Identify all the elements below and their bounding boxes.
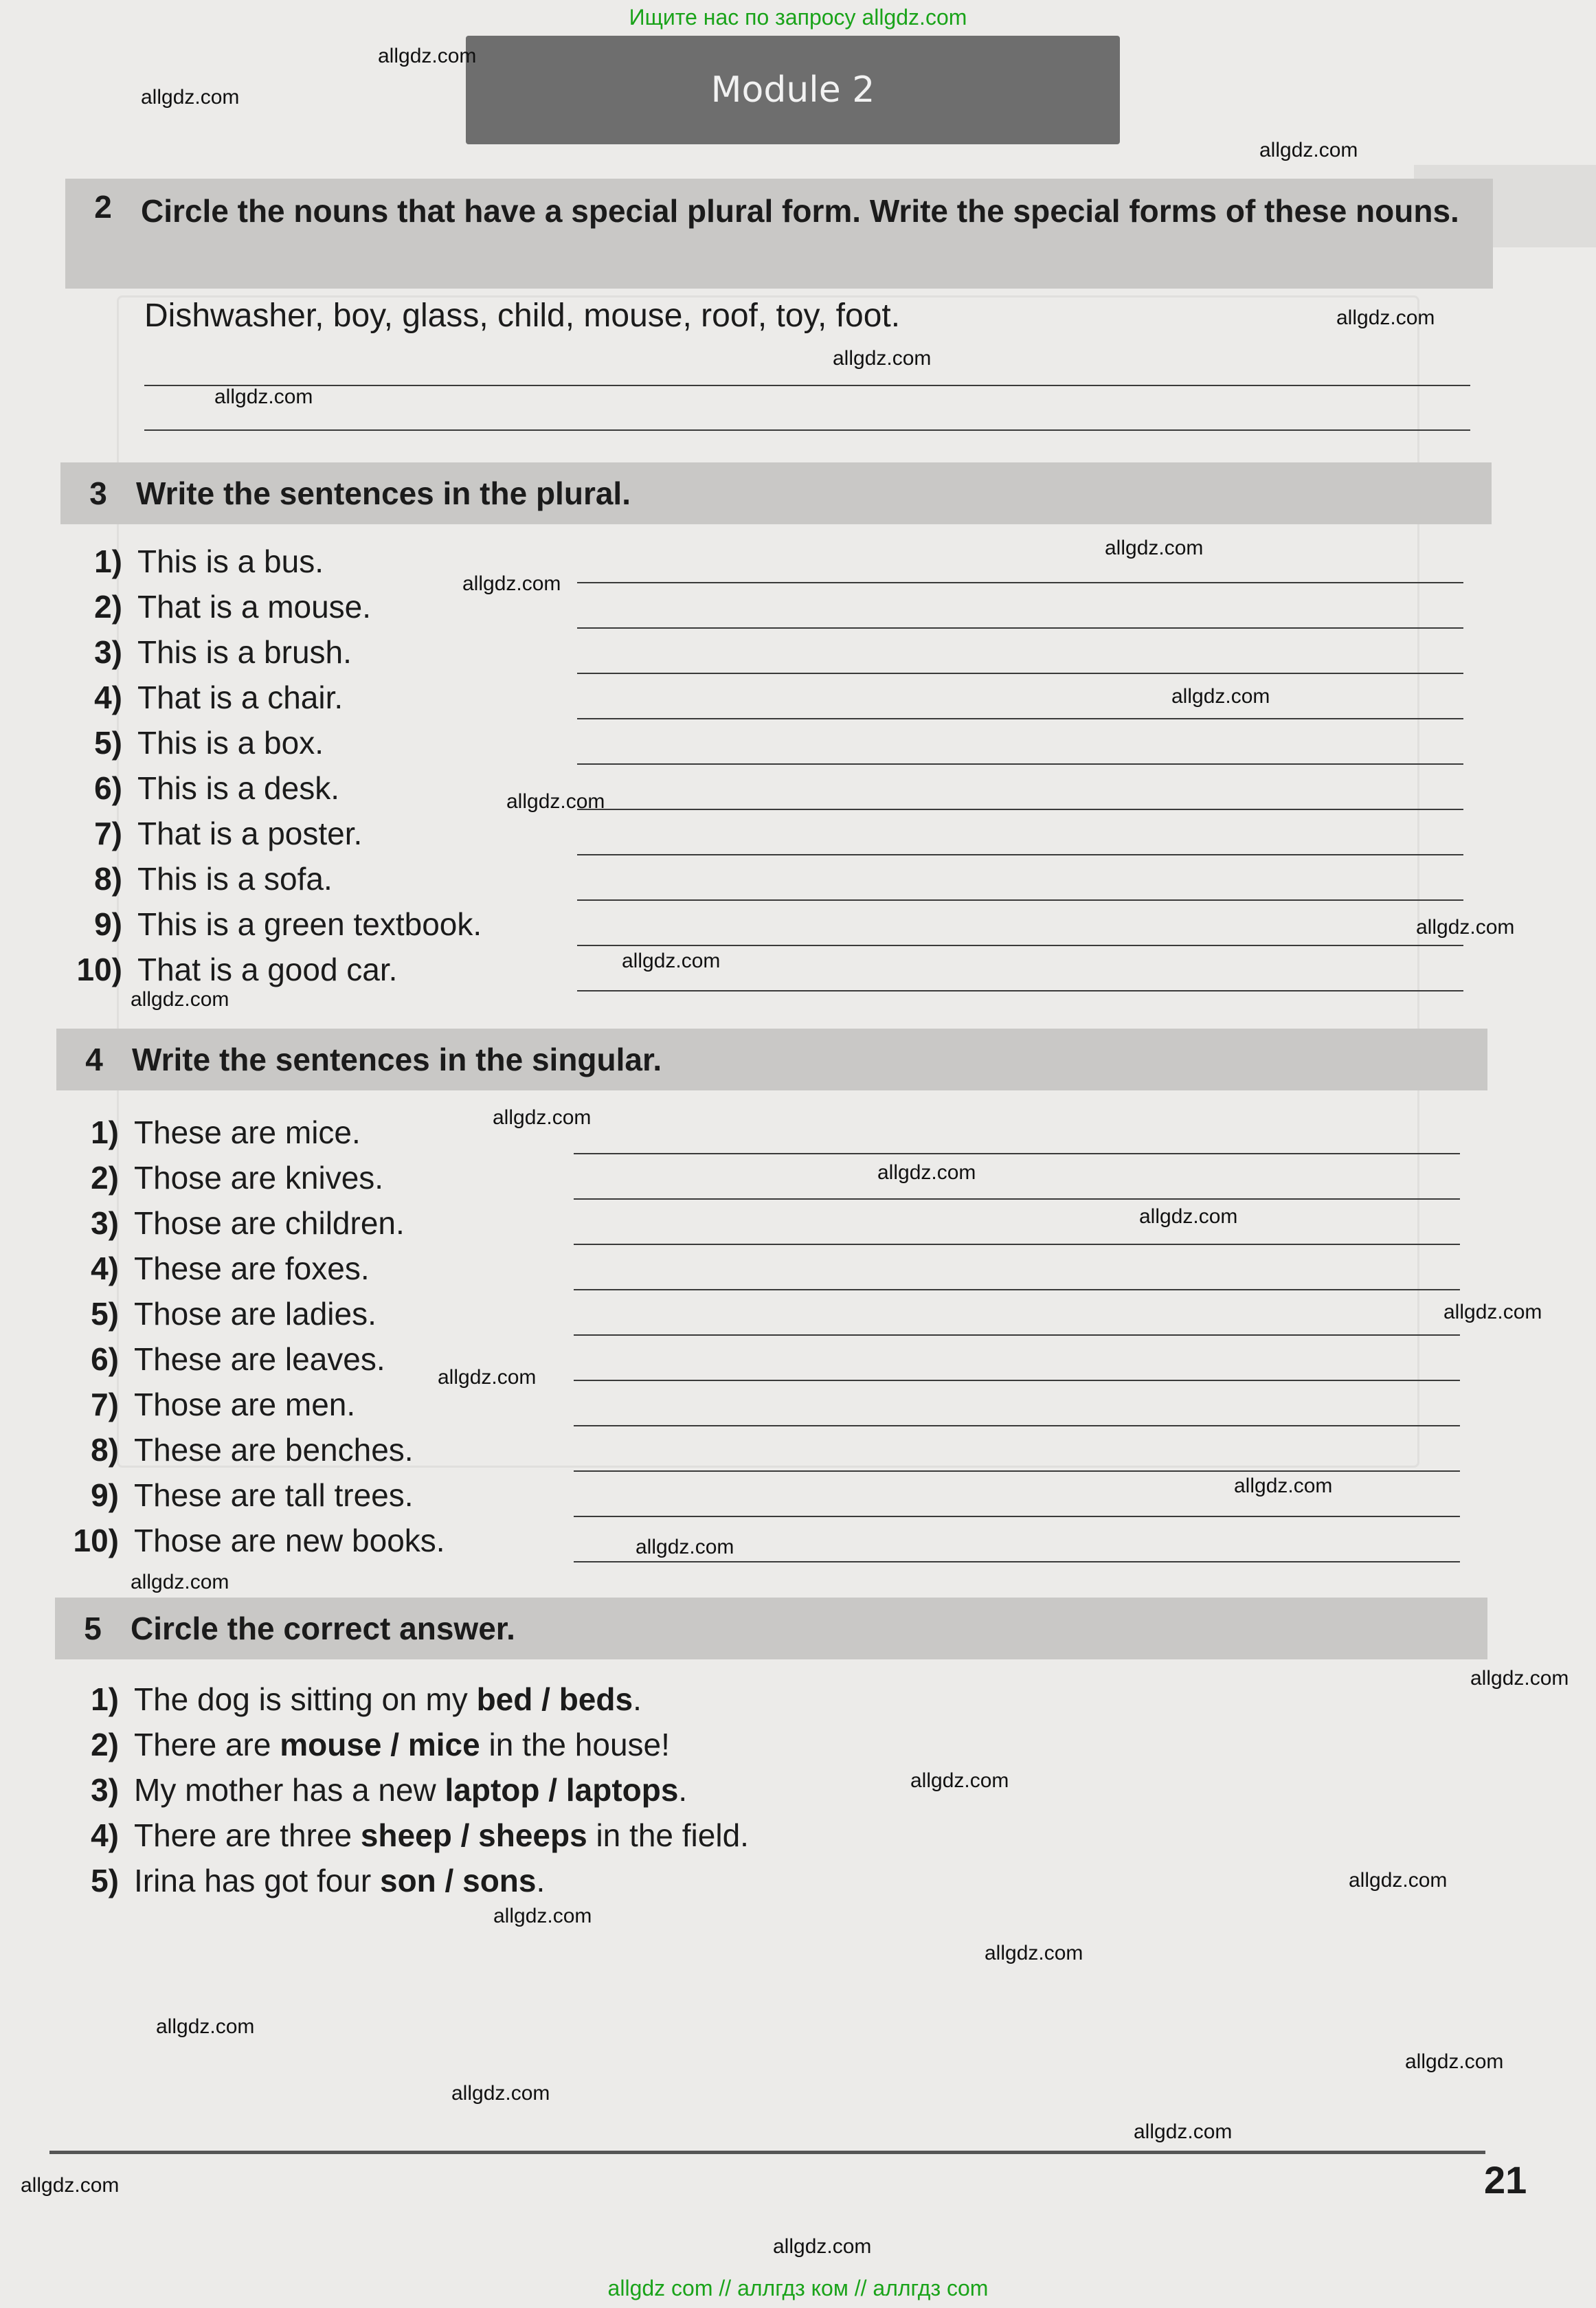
watermark: allgdz.com <box>493 1106 592 1129</box>
list-item <box>34 631 352 673</box>
item-number: 4) <box>91 1817 119 1853</box>
watermark: allgdz.com <box>1259 139 1358 161</box>
list-item <box>34 904 482 945</box>
page-number: 21 <box>1484 2158 1527 2201</box>
watermark: allgdz.com <box>622 950 721 972</box>
watermark: allgdz.com <box>1134 2120 1233 2143</box>
watermark: allgdz.com <box>1336 306 1435 329</box>
item-sentence: There are three sheep / sheeps in the field. <box>134 1817 749 1853</box>
watermark: allgdz.com <box>21 2174 120 2197</box>
answer-line[interactable] <box>144 429 1470 431</box>
answer-line[interactable] <box>574 1153 1460 1154</box>
item-number: 2) <box>91 1160 119 1196</box>
list-item <box>31 1679 642 1720</box>
exercise-5-number: 5 <box>84 1611 102 1646</box>
watermark: allgdz.com <box>1443 1301 1542 1323</box>
list-item <box>34 949 397 990</box>
module-header: Module 2 <box>466 36 1120 144</box>
list-item <box>34 858 333 899</box>
item-sentence: Those are children. <box>134 1205 405 1241</box>
watermark: allgdz.com <box>214 385 313 408</box>
item-sentence: These are leaves. <box>134 1341 385 1377</box>
item-sentence: Irina has got four son / sons. <box>134 1863 546 1898</box>
exercise-2-number: 2 <box>94 189 112 225</box>
answer-line[interactable] <box>577 809 1463 810</box>
item-number: 8) <box>91 1432 119 1468</box>
list-item <box>34 541 324 582</box>
watermark: allgdz.com <box>438 1366 537 1389</box>
item-sentence: This is a desk. <box>137 770 339 806</box>
item-sentence: This is a bus. <box>137 544 324 579</box>
list-item <box>31 1429 414 1470</box>
item-sentence: This is a sofa. <box>137 861 333 897</box>
exercise-2-header <box>65 179 1493 289</box>
answer-line[interactable] <box>574 1380 1460 1381</box>
watermark: allgdz.com <box>1349 1869 1448 1892</box>
list-item <box>31 1202 405 1244</box>
exercise-4-number: 4 <box>85 1042 103 1077</box>
choice-option[interactable]: mice <box>407 1727 480 1762</box>
choice-option[interactable]: sons <box>462 1863 537 1898</box>
item-sentence: Those are new books. <box>134 1523 445 1558</box>
answer-line[interactable] <box>577 899 1463 901</box>
list-item <box>31 1860 545 1901</box>
item-number: 1) <box>91 1114 119 1150</box>
choice-option[interactable]: sheeps <box>478 1817 587 1853</box>
item-sentence: These are foxes. <box>134 1251 370 1286</box>
answer-line[interactable] <box>577 990 1463 991</box>
item-number: 4) <box>94 680 122 715</box>
exercise-5-title: Circle the correct answer. <box>131 1611 515 1646</box>
list-item <box>31 1384 355 1425</box>
answer-line[interactable] <box>577 627 1463 629</box>
answer-line[interactable] <box>144 385 1470 386</box>
watermark: allgdz.com <box>1405 2050 1504 2073</box>
list-item <box>31 1769 687 1811</box>
answer-line[interactable] <box>574 1470 1460 1472</box>
watermark: allgdz.com <box>985 1942 1083 1964</box>
item-sentence: The dog is sitting on my bed / beds. <box>134 1681 642 1717</box>
watermark: allgdz.com <box>1171 685 1270 708</box>
choice-option[interactable]: mouse <box>280 1727 382 1762</box>
watermark: allgdz.com <box>156 2015 255 2038</box>
item-number: 2) <box>94 589 122 625</box>
watermark: allgdz.com <box>378 45 477 67</box>
exercise-2-words: Dishwasher, boy, glass, child, mouse, roof, toy, foot. <box>144 298 901 334</box>
watermark: allgdz.com <box>1416 916 1515 939</box>
list-item <box>34 722 324 763</box>
list-item <box>31 1815 749 1856</box>
choice-option[interactable]: laptops <box>565 1772 679 1808</box>
item-number: 10) <box>73 1523 119 1558</box>
item-number: 6) <box>94 770 122 806</box>
item-number: 3) <box>91 1772 119 1808</box>
answer-line[interactable] <box>574 1561 1460 1562</box>
item-number: 8) <box>94 861 122 897</box>
item-sentence: This is a box. <box>137 725 324 761</box>
item-number: 6) <box>91 1341 119 1377</box>
exercise-2-title: Circle the nouns that have a special plural form. Write the special forms of these nouns. <box>141 193 1459 229</box>
list-item <box>31 1112 361 1153</box>
item-sentence: These are tall trees. <box>134 1477 414 1513</box>
item-number: 3) <box>91 1205 119 1241</box>
watermark: allgdz.com <box>833 347 932 370</box>
item-sentence: That is a poster. <box>137 816 363 851</box>
answer-line[interactable] <box>574 1334 1460 1336</box>
watermark: allgdz.com <box>131 1571 229 1593</box>
item-sentence: This is a green textbook. <box>137 906 482 942</box>
item-sentence: These are mice. <box>134 1114 361 1150</box>
bottom-banner[interactable]: allgdz com // аллгдз ком // аллгдз com <box>607 2276 989 2300</box>
choice-option[interactable]: sheep <box>360 1817 452 1853</box>
item-sentence: That is a chair. <box>137 680 344 715</box>
list-item <box>31 1157 383 1198</box>
answer-line[interactable] <box>574 1289 1460 1290</box>
list-item <box>34 586 371 627</box>
exercise-4-header <box>56 1029 1487 1090</box>
answer-line[interactable] <box>577 854 1463 855</box>
item-number: 1) <box>91 1681 119 1717</box>
list-item <box>31 1724 670 1765</box>
item-number: 5) <box>91 1863 119 1898</box>
choice-option[interactable]: beds <box>559 1681 633 1717</box>
watermark: allgdz.com <box>1139 1205 1238 1228</box>
answer-line[interactable] <box>577 763 1463 765</box>
footer-rule <box>49 2151 1485 2154</box>
choice-option[interactable]: son <box>379 1863 436 1898</box>
item-number: 5) <box>94 725 122 761</box>
item-number: 9) <box>94 906 122 942</box>
item-number: 4) <box>91 1251 119 1286</box>
list-item <box>34 677 343 718</box>
exercise-3-number: 3 <box>89 475 107 511</box>
answer-line[interactable] <box>574 1516 1460 1517</box>
watermark: allgdz.com <box>462 572 561 595</box>
watermark: allgdz.com <box>506 790 605 813</box>
item-sentence: That is a good car. <box>137 952 398 987</box>
watermark: allgdz.com <box>1470 1667 1569 1690</box>
top-banner[interactable]: Ищите нас по запросу allgdz.com <box>629 5 967 30</box>
item-number: 9) <box>91 1477 119 1513</box>
item-sentence: My mother has a new laptop / laptops. <box>134 1772 688 1808</box>
item-sentence: Those are ladies. <box>134 1296 376 1332</box>
exercise-3-header <box>60 462 1492 524</box>
answer-line[interactable] <box>574 1425 1460 1426</box>
watermark: allgdz.com <box>773 2235 872 2258</box>
list-item <box>31 1293 376 1334</box>
list-item <box>31 1520 445 1561</box>
item-number: 2) <box>91 1727 119 1762</box>
exercise-3-title: Write the sentences in the plural. <box>136 475 631 511</box>
watermark: allgdz.com <box>1105 537 1204 559</box>
item-number: 5) <box>91 1296 119 1332</box>
answer-line[interactable] <box>574 1244 1460 1245</box>
watermark: allgdz.com <box>141 86 240 109</box>
watermark: allgdz.com <box>636 1536 734 1558</box>
item-sentence: Those are knives. <box>134 1160 384 1196</box>
watermark: allgdz.com <box>131 988 229 1011</box>
item-sentence: Those are men. <box>134 1387 356 1422</box>
choice-option[interactable]: bed <box>476 1681 533 1717</box>
watermark: allgdz.com <box>493 1905 592 1927</box>
list-item <box>31 1475 414 1516</box>
answer-line[interactable] <box>577 582 1463 583</box>
item-number: 3) <box>94 634 122 670</box>
answer-line[interactable] <box>577 673 1463 674</box>
list-item <box>31 1338 385 1380</box>
item-number: 7) <box>94 816 122 851</box>
item-sentence: These are benches. <box>134 1432 414 1468</box>
watermark: allgdz.com <box>877 1161 976 1184</box>
choice-option[interactable]: laptop <box>445 1772 540 1808</box>
item-sentence: This is a brush. <box>137 634 352 670</box>
watermark: allgdz.com <box>910 1769 1009 1792</box>
exercise-4-title: Write the sentences in the singular. <box>132 1042 662 1077</box>
list-item <box>34 768 339 809</box>
item-number: 10) <box>76 952 122 987</box>
answer-line[interactable] <box>574 1198 1460 1200</box>
item-sentence: That is a mouse. <box>137 589 372 625</box>
watermark: allgdz.com <box>1234 1475 1333 1497</box>
answer-line[interactable] <box>577 718 1463 719</box>
answer-line[interactable] <box>577 945 1463 946</box>
item-number: 1) <box>94 544 122 579</box>
watermark: allgdz.com <box>451 2082 550 2105</box>
item-number: 7) <box>91 1387 119 1422</box>
list-item <box>34 813 362 854</box>
exercise-5-header <box>55 1598 1487 1659</box>
list-item <box>31 1248 370 1289</box>
item-sentence: There are mouse / mice in the house! <box>134 1727 670 1762</box>
